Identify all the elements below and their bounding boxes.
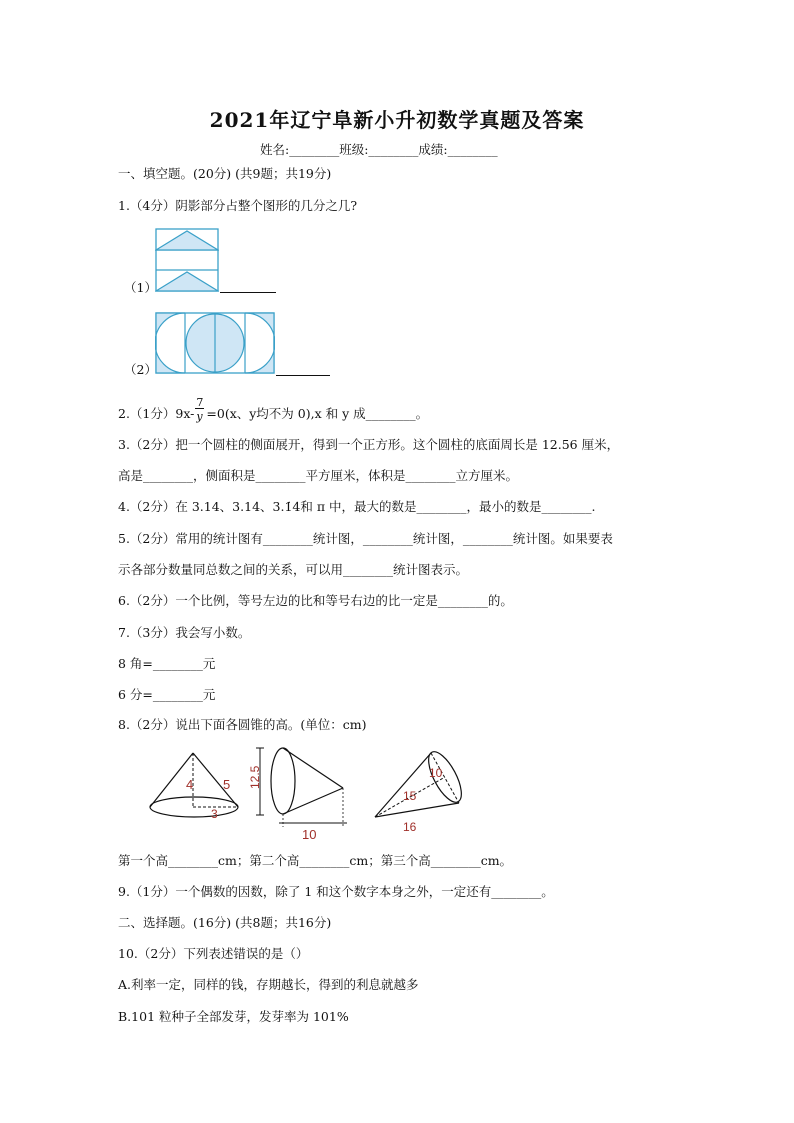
question-2-suffix: =0(x、y均不为 0),x 和 y 成________。 [206, 406, 429, 421]
cone-1-height-label: 4 [186, 777, 194, 792]
question-2 [118, 395, 429, 423]
question-4: 4.（2分）在 3.14、3.14̇、3.1̇4̇和 π 中，最大的数是________，最小的数是________. [118, 499, 596, 514]
question-1-part-2-label: （2） [124, 362, 157, 377]
cone-3-top-label: 10 [429, 766, 443, 780]
figure-1-1 [155, 228, 219, 292]
fraction-denominator: y [196, 409, 203, 423]
question-7: 7.（3分）我会写小数。 [118, 625, 251, 640]
question-1-part-1-label: （1） [124, 280, 157, 295]
question-10-option-a: A.利率一定，同样的钱，存期越长，得到的利息就越多 [118, 977, 419, 992]
question-3-line-2: 高是________，侧面积是________平方厘米，体积是________立方厘米。 [118, 468, 519, 483]
cones-figure [145, 745, 475, 845]
question-1: 1.（4分）阴影部分占整个图形的几分之几? [118, 198, 358, 213]
cone-3 [375, 747, 468, 834]
question-2-prefix: 2.（1分）9x- [118, 406, 195, 421]
cone-2-length-label: 10 [302, 827, 317, 842]
cone-1 [150, 753, 238, 821]
question-10: 10.（2分）下列表述错误的是（） [118, 946, 309, 961]
answer-blank-1-1 [220, 292, 276, 293]
cone-1-radius-label: 3 [211, 807, 218, 821]
question-5-line-2: 示各部分数量同总数之间的关系，可以用________统计图表示。 [118, 562, 469, 577]
header-fields: 姓名:________班级:________成绩:________ [260, 142, 498, 157]
figure-1-2 [155, 312, 275, 374]
question-6: 6.（2分）一个比例，等号左边的比和等号右边的比一定是________的。 [118, 593, 513, 608]
cone-3-bottom-label: 16 [403, 820, 417, 834]
question-7-b: 6 分=________元 [118, 687, 216, 702]
cone-2 [248, 748, 347, 842]
question-7-a: 8 角=________元 [118, 656, 216, 671]
section-2-heading: 二、选择题。(16分) (共8题；共16分) [118, 915, 332, 930]
question-3-line-1: 3.（2分）把一个圆柱的侧面展开，得到一个正方形。这个圆柱的底面周长是 12.56 厘米， [118, 437, 620, 452]
question-9: 9.（1分）一个偶数的因数，除了 1 和这个数字本身之外，一定还有________。 [118, 884, 554, 899]
answer-blank-1-2 [276, 375, 330, 376]
question-5-line-1: 5.（2分）常用的统计图有________统计图，________统计图，________统计图。如果要表 [118, 531, 613, 546]
question-8-answers: 第一个高________cm；第二个高________cm；第三个高________cm。 [118, 853, 513, 868]
cone-2-diameter-label: 12.5 [248, 765, 262, 789]
question-8: 8.（2分）说出下面各圆锥的高。(单位：cm) [118, 717, 367, 732]
page-title: 2021年辽宁阜新小升初数学真题及答案 [209, 108, 585, 132]
cone-1-slant-label: 5 [223, 777, 231, 792]
fraction-numerator: 7 [196, 395, 204, 409]
question-10-option-b: B.101 粒种子全部发芽，发芽率为 101% [118, 1009, 349, 1024]
cone-3-mid-label: 15 [403, 789, 417, 803]
fraction-7-over-y [195, 395, 205, 423]
section-1-heading: 一、填空题。(20分) (共9题；共19分) [118, 166, 332, 181]
